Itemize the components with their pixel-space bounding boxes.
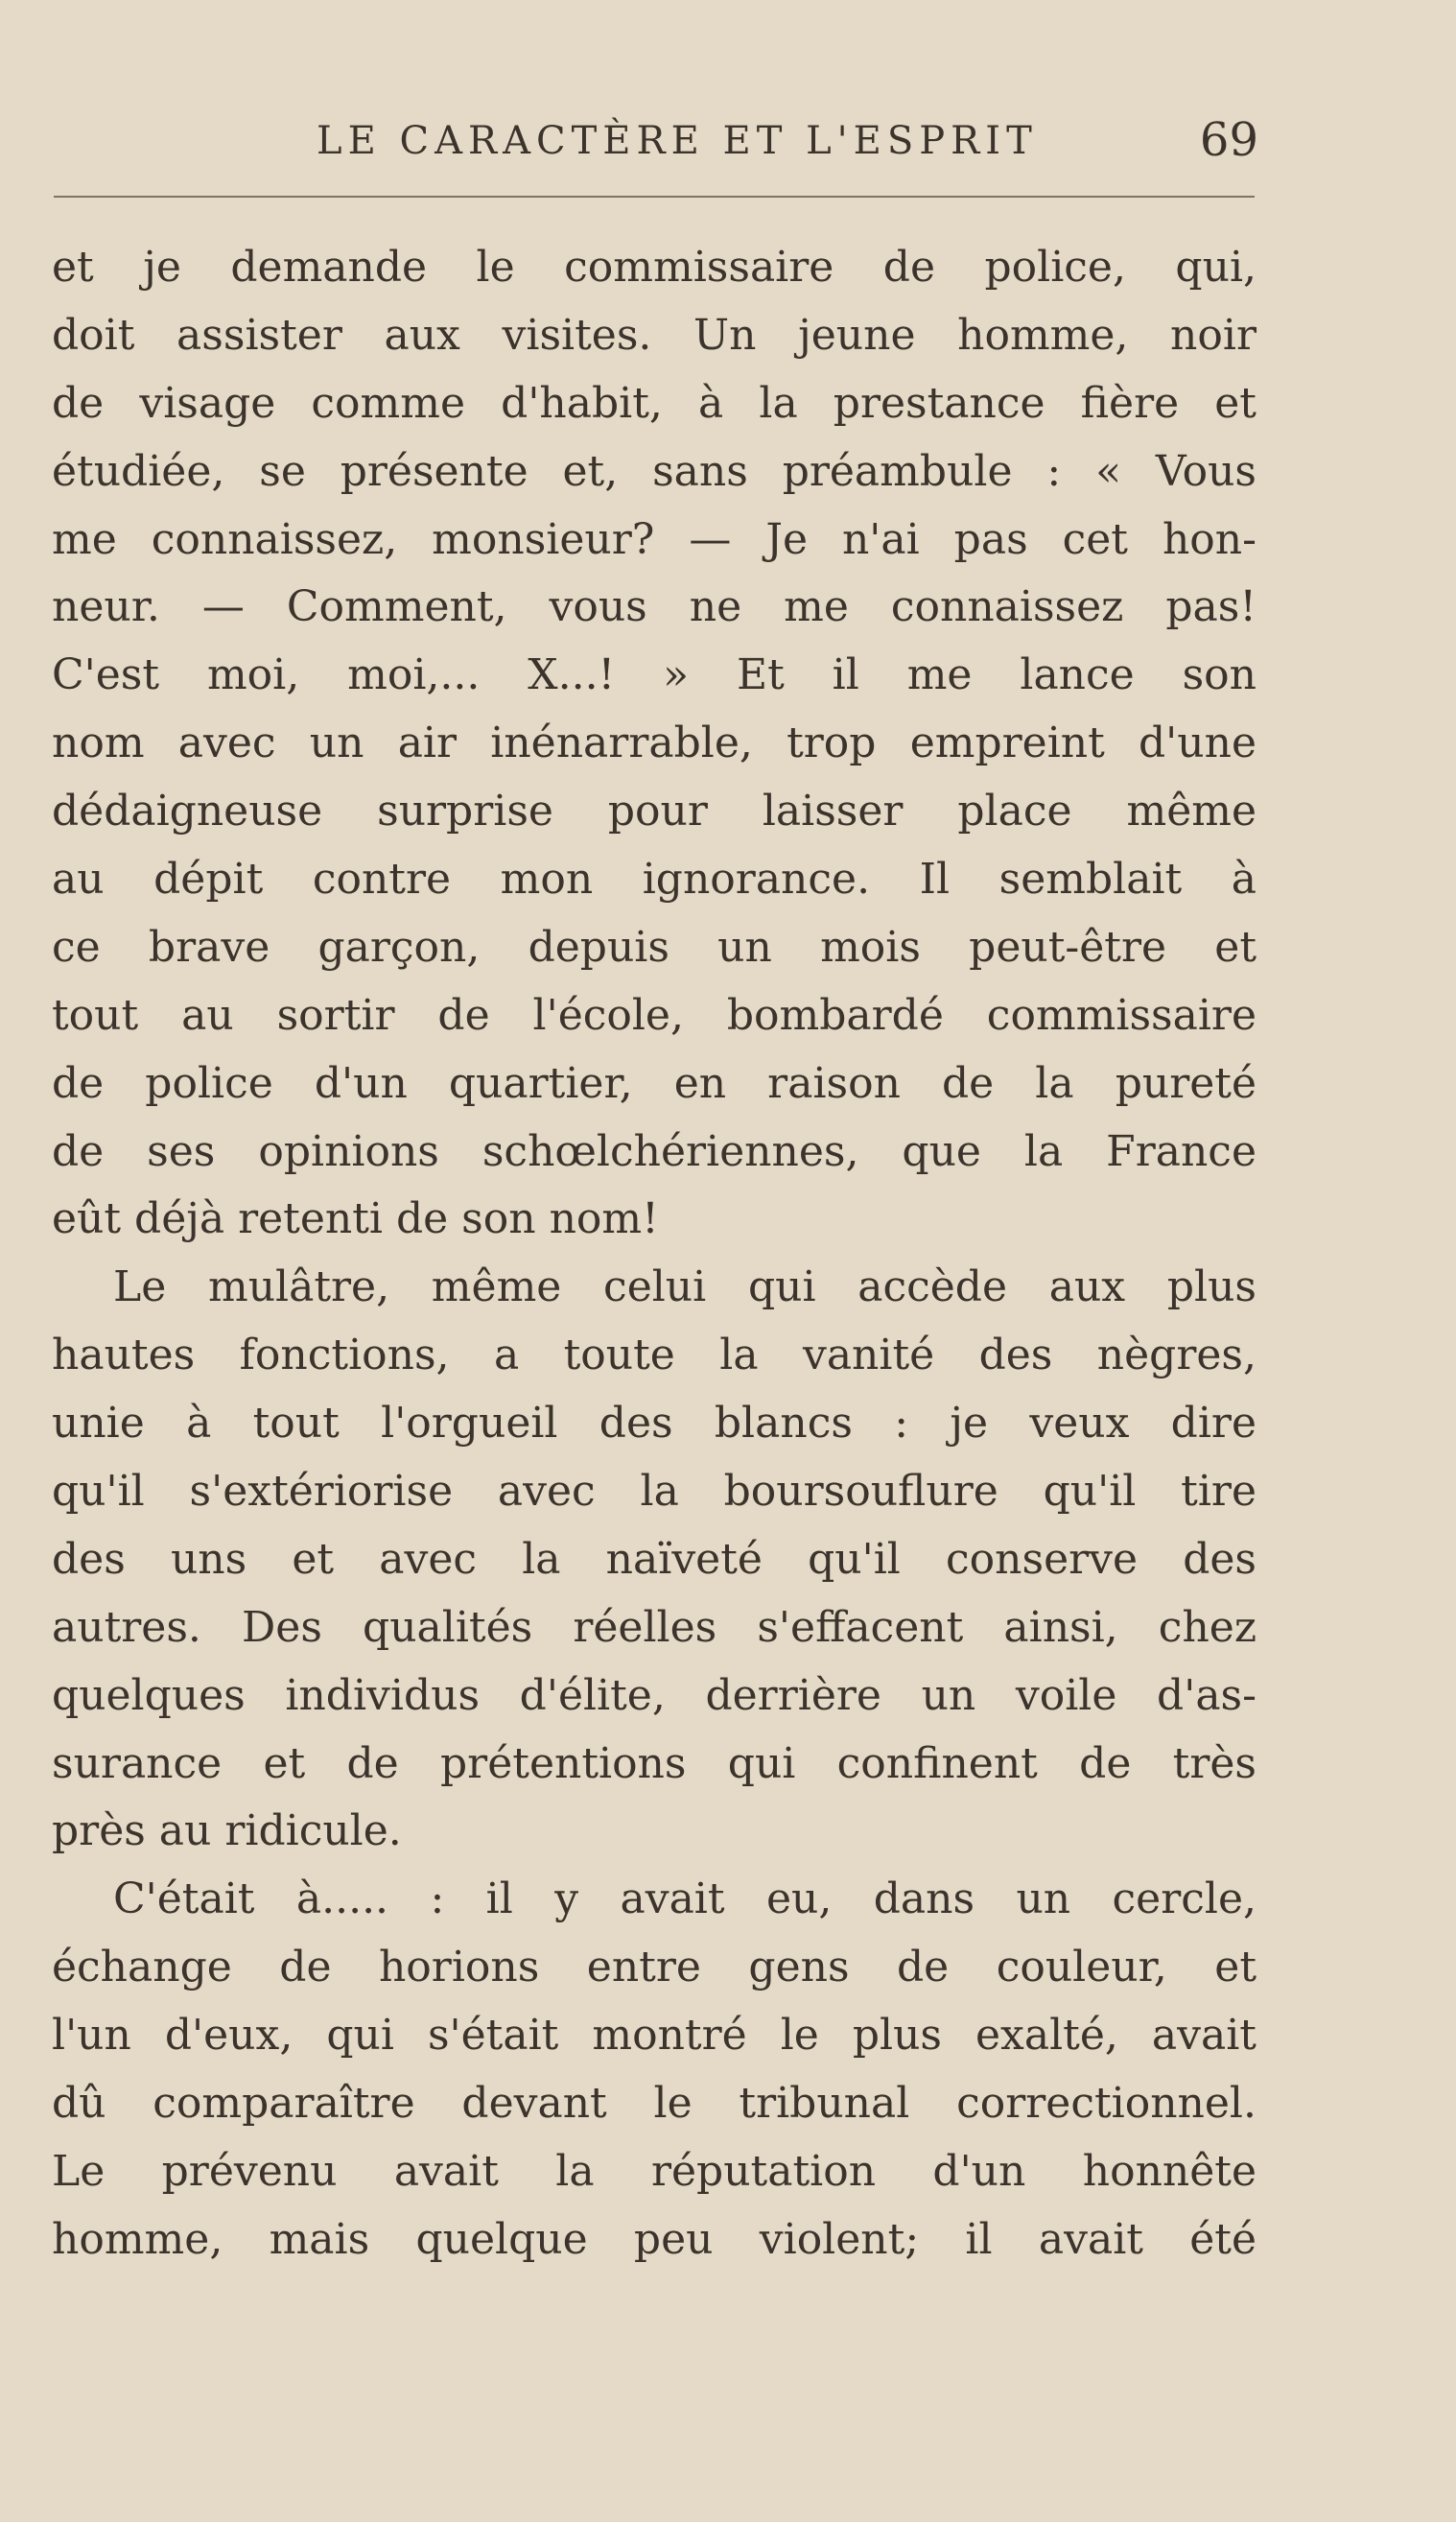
text-line: près au ridicule.	[52, 1806, 402, 1856]
text-line: dédaigneuse surprise pour laisser place même	[52, 787, 1256, 837]
text-line: de ses opinions schœlchériennes, que la France	[52, 1126, 1256, 1176]
body-text	[52, 234, 1256, 2275]
text-line: des uns et avec la naïveté qu'il conserve des	[52, 1534, 1256, 1584]
text-line: nom avec un air inénarrable, trop empreint d'une	[52, 719, 1256, 768]
text-line: hautes fonctions, a toute la vanité des nègres,	[52, 1331, 1256, 1380]
page-number: 69	[1199, 113, 1258, 167]
header-rule	[54, 196, 1255, 198]
text-line: étudiée, se présente et, sans préambule : « Vous	[52, 446, 1256, 496]
text-line: et je demande le commissaire de police, qui,	[52, 243, 1256, 292]
text-line: au dépit contre mon ignorance. Il semblait à	[52, 855, 1256, 905]
text-line: de police d'un quartier, en raison de la pureté	[52, 1058, 1256, 1108]
text-line: tout au sortir de l'école, bombardé commissaire	[52, 990, 1256, 1040]
text-line: quelques individus d'élite, derrière un voile d'as-	[52, 1670, 1256, 1720]
running-title: LE CARACTÈRE ET L'ESPRIT	[317, 119, 1038, 163]
text-line: de visage comme d'habit, à la prestance fière et	[52, 378, 1256, 428]
page-header	[58, 113, 1258, 180]
text-line: me connaissez, monsieur? — Je n'ai pas cet hon-	[52, 514, 1256, 564]
text-line: l'un d'eux, qui s'était montré le plus exalté, avait	[52, 2011, 1256, 2061]
text-line: doit assister aux visites. Un jeune homme, noir	[52, 310, 1256, 360]
text-line: échange de horions entre gens de couleur, et	[52, 1943, 1256, 1992]
text-line: autres. Des qualités réelles s'effacent ainsi, chez	[52, 1602, 1256, 1652]
text-line: Le prévenu avait la réputation d'un honnête	[52, 2146, 1256, 2196]
text-line: C'est moi, moi,... X...! » Et il me lance son	[52, 650, 1256, 700]
text-line: qu'il s'extériorise avec la boursouflure qu'il tire	[52, 1467, 1256, 1517]
text-line: eût déjà retenti de son nom!	[52, 1194, 659, 1244]
text-line: ce brave garçon, depuis un mois peut-être et	[52, 922, 1256, 972]
text-line: homme, mais quelque peu violent; il avait été	[52, 2214, 1256, 2264]
text-line: unie à tout l'orgueil des blancs : je veux dire	[52, 1399, 1256, 1449]
text-line: Le mulâtre, même celui qui accède aux plus	[113, 1262, 1256, 1312]
text-line: surance et de prétentions qui confinent de très	[52, 1738, 1256, 1788]
text-line: C'était à..... : il y avait eu, dans un cercle,	[113, 1874, 1256, 1924]
text-line: neur. — Comment, vous ne me connaissez pas!	[52, 582, 1256, 632]
text-line: dû comparaître devant le tribunal correctionnel.	[52, 2079, 1256, 2129]
